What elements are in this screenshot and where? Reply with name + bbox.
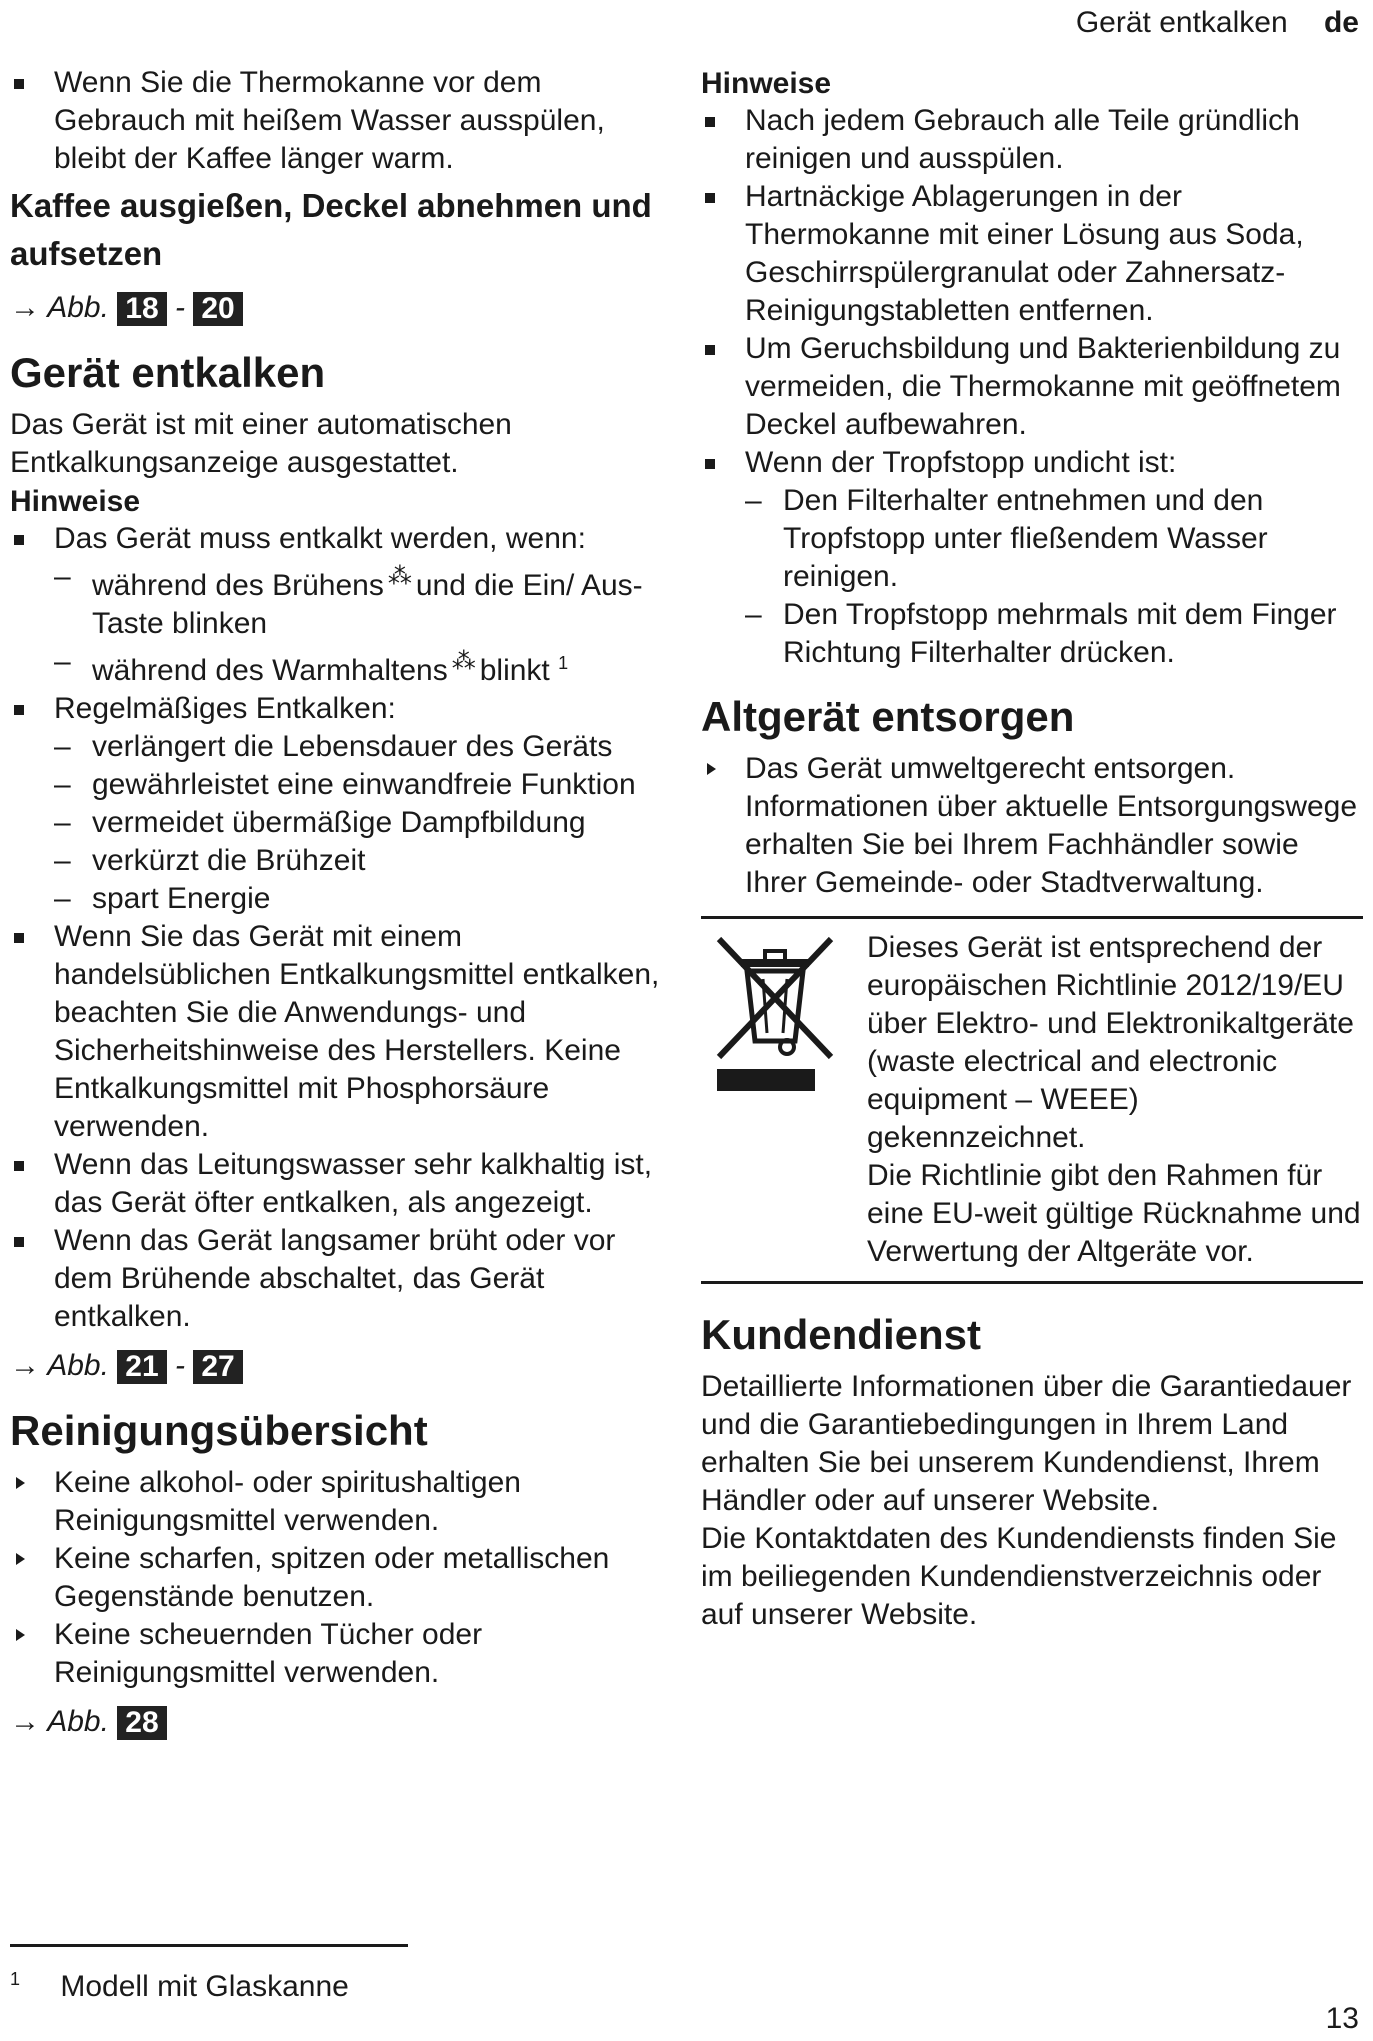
footnote	[10, 1960, 349, 2006]
list-item: – verlängert die Lebensdauer des Geräts	[54, 728, 680, 766]
figure-badge: 18	[117, 292, 166, 326]
condition-warming-text: während des Warmhaltens	[92, 654, 448, 687]
service-heading: Kundendienst	[701, 1311, 981, 1358]
figure-reference	[10, 288, 680, 328]
list-item: – Den Tropfstopp mehrmals mit dem Finger Richtung Filterhalter drücken.	[745, 596, 1363, 672]
descale-intro: Das Gerät ist mit einer automatischen Entkalkungsanzeige ausgestattet.	[10, 408, 512, 479]
list-item: – Den Filterhalter entnehmen und den Tropfstopp unter fließendem Wasser reinigen.	[745, 482, 1363, 596]
list-item: – vermeidet übermäßige Dampfbildung	[54, 804, 680, 842]
figure-badge: 20	[193, 292, 242, 326]
footnote-number: 1	[10, 1969, 21, 1989]
list-item	[701, 444, 1363, 672]
list-item: Um Geruchsbildung und Bakterienbildung zu vermeiden, die Thermokanne mit geöffnetem Deckel aufbewahren.	[701, 330, 1363, 444]
list-item: – spart Energie	[54, 880, 680, 918]
right-column	[701, 64, 1363, 1634]
figure-prefix: Abb.	[47, 1705, 109, 1738]
descale-conditions	[54, 558, 680, 690]
arrow-right-icon: →	[10, 1705, 40, 1738]
descale-heading: Gerät entkalken	[10, 349, 326, 396]
cleaning-heading: Reinigungsübersicht	[10, 1407, 428, 1454]
weee-text	[867, 929, 1363, 1271]
calc-indicator-icon: ⁂	[451, 648, 476, 675]
footnote-text: Modell mit Glaskanne	[60, 1970, 349, 2003]
service-text: Die Kontaktdaten des Kundendiensts finden Sie im beiliegenden Kundendienstverzeichnis oder auf unserer Website.	[701, 1522, 1337, 1631]
figure-prefix: Abb.	[47, 291, 109, 324]
hints-title: Hinweise	[701, 67, 832, 100]
disposal-heading: Altgerät entsorgen	[701, 693, 1075, 740]
footnote-marker: 1	[558, 653, 569, 673]
list-item: – gewährleistet eine einwandfreie Funktion	[54, 766, 680, 804]
left-column	[10, 64, 680, 1752]
figure-badge: 21	[117, 1350, 166, 1384]
pour-heading: Kaffee ausgießen, Deckel abnehmen und aufsetzen	[10, 187, 652, 272]
list-item	[54, 643, 680, 690]
crossed-out-bin-icon	[701, 929, 851, 1099]
list-item	[10, 690, 680, 918]
weee-paragraph: Die Richtlinie gibt den Rahmen für eine EU-weit gültige Rücknahme und Verwertung der Altgeräte vor.	[867, 1159, 1361, 1268]
must-descale-text: Das Gerät muss entkalkt werden, wenn:	[54, 522, 586, 555]
list-item: – verkürzt die Brühzeit	[54, 842, 680, 880]
weee-notice	[701, 916, 1363, 1284]
list-item: Keine scharfen, spitzen oder metallischen Gegenstände benutzen.	[10, 1540, 680, 1616]
footnote-rule	[10, 1944, 408, 1947]
condition-brewing-suffix: und die Ein/ Aus-Taste blinken	[92, 569, 643, 640]
benefits-list	[54, 728, 680, 918]
descale-hints	[10, 520, 680, 1336]
list-item: Keine alkohol- oder spiritushaltigen Reinigungsmittel verwenden.	[10, 1464, 680, 1540]
figure-separator: -	[175, 291, 186, 324]
weee-symbol	[701, 929, 867, 1271]
service-text: Detaillierte Informationen über die Garantiedauer und die Garantiebedingungen in Ihrem Land erhalten Sie bei unserem Kundendienst, Ihrem Händler oder auf unserer Website.	[701, 1370, 1352, 1517]
figure-separator: -	[175, 1349, 186, 1382]
list-item: Hartnäckige Ablagerungen in der Thermokanne mit einer Lösung aus Soda, Geschirrspülergranulat oder Zahnersatz-Reinigungstabletten entfernen.	[701, 178, 1363, 330]
arrow-right-icon: →	[10, 1349, 40, 1382]
intro-list	[10, 64, 680, 178]
list-item: Wenn Sie die Thermokanne vor dem Gebrauch mit heißem Wasser ausspülen, bleibt der Kaffee länger warm.	[10, 64, 680, 178]
figure-badge: 27	[193, 1350, 242, 1384]
list-item: Das Gerät umweltgerecht entsorgen.	[701, 750, 1363, 788]
disposal-steps	[701, 750, 1363, 788]
drip-hint-text: Wenn der Tropfstopp undicht ist:	[745, 446, 1177, 479]
hints-title: Hinweise	[10, 485, 141, 518]
page-number: 13	[1325, 2002, 1359, 2035]
page-header	[1076, 6, 1359, 40]
figure-prefix: Abb.	[47, 1349, 109, 1382]
header-section-title: Gerät entkalken	[1075, 6, 1288, 39]
disposal-info: Informationen über aktuelle Entsorgungswege erhalten Sie bei Ihrem Fachhändler sowie Ihrer Gemeinde- oder Stadtverwaltung.	[745, 790, 1358, 899]
drip-steps	[745, 482, 1363, 672]
list-item: Wenn das Gerät langsamer brüht oder vor dem Brühende abschaltet, das Gerät entkalken.	[10, 1222, 680, 1336]
list-item: Wenn Sie das Gerät mit einem handelsüblichen Entkalkungsmittel entkalken, beachten Sie die Anwendungs- und Sicherheitshinweise des Herstellers. Keine Entkalkungsmittel mit Phosphorsäure verwenden.	[10, 918, 680, 1146]
list-item: Wenn das Leitungswasser sehr kalkhaltig ist, das Gerät öfter entkalken, als angezeigt.	[10, 1146, 680, 1222]
list-item	[10, 520, 680, 690]
care-hints	[701, 102, 1363, 672]
condition-warming-suffix: blinkt	[479, 654, 550, 687]
list-item: Keine scheuernden Tücher oder Reinigungsmittel verwenden.	[10, 1616, 680, 1692]
weee-paragraph: Dieses Gerät ist entsprechend der europäischen Richtlinie 2012/19/EU über Elektro- und Elektronikaltgeräte (waste electrical and electronic equipment – WEEE) gekennzeichnet.	[867, 931, 1354, 1154]
arrow-right-icon: →	[10, 291, 40, 324]
condition-brewing-text: während des Brühens	[92, 569, 384, 602]
calc-indicator-icon: ⁂	[387, 563, 412, 590]
figure-badge: 28	[117, 1706, 166, 1740]
regular-descale-text: Regelmäßiges Entkalken:	[54, 692, 396, 725]
cleaning-list	[10, 1464, 680, 1692]
list-item: Nach jedem Gebrauch alle Teile gründlich reinigen und ausspülen.	[701, 102, 1363, 178]
header-language: de	[1323, 6, 1359, 39]
figure-reference	[10, 1702, 680, 1742]
list-item	[54, 558, 680, 643]
figure-reference	[10, 1346, 680, 1386]
